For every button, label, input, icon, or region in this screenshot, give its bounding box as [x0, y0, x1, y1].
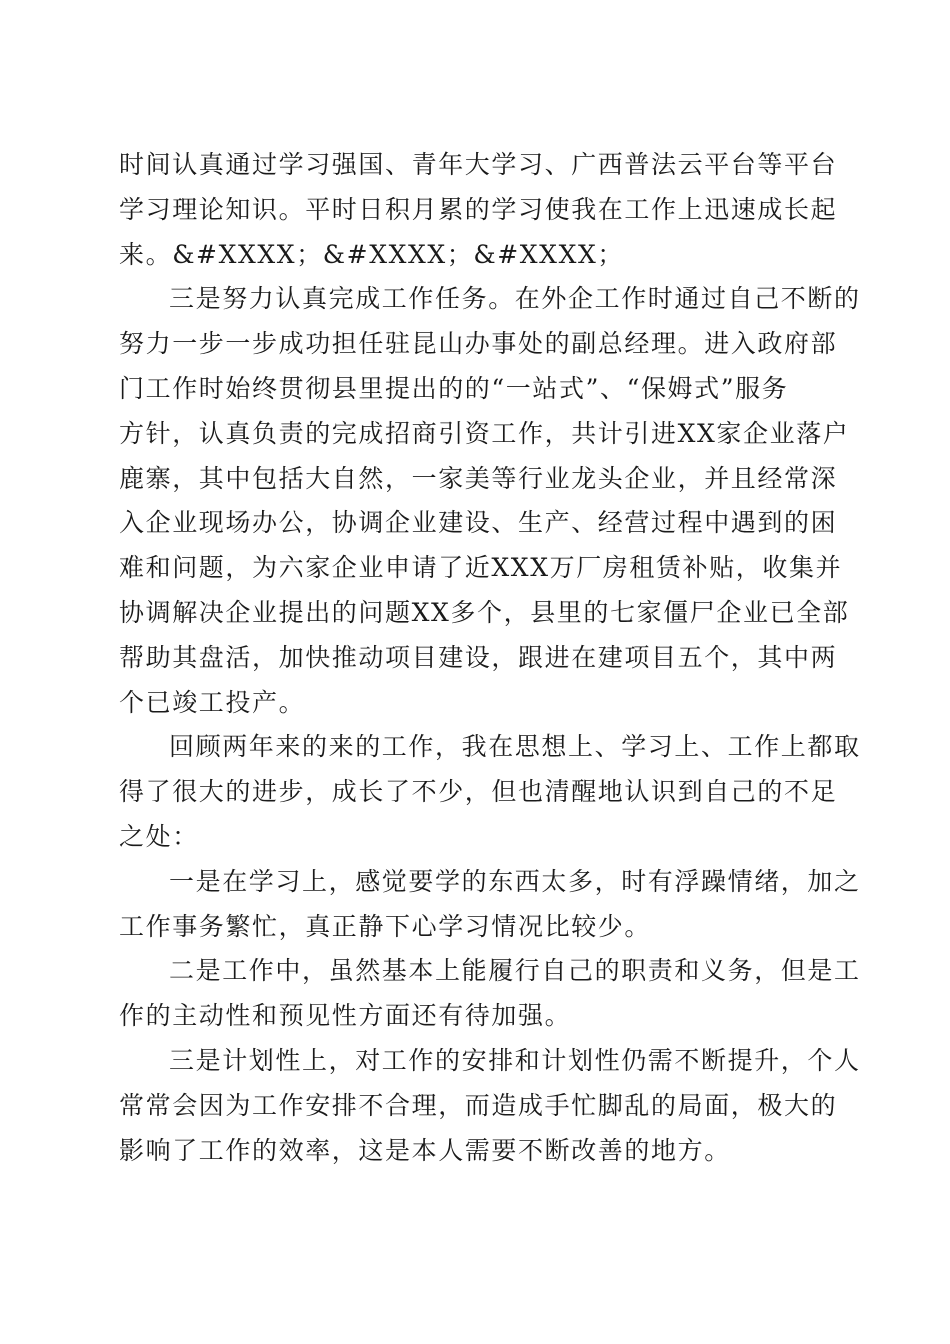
document-body	[119, 143, 861, 1173]
text-line: 二是工作中，虽然基本上能履行自己的职责和义务，但是工	[169, 956, 861, 986]
text-line: 之处：	[119, 821, 199, 851]
text-line: 协调解决企业提出的问题XX多个，县里的七家僵尸企业已全部	[119, 597, 850, 627]
paragraph-4	[119, 860, 861, 950]
text-line: 个已竣工投产。	[119, 687, 306, 717]
text-line: 来。&#XXXX；&#XXXX；&#XXXX；	[119, 239, 624, 269]
text-line: 难和问题，为六家企业申请了近XXX万厂房租赁补贴，收集并	[119, 553, 843, 583]
text-line: 努力一步一步成功担任驻昆山办事处的副总经理。进入政府部	[119, 329, 838, 359]
text-line: 门工作时始终贯彻县里提出的的“一站式”、“保姆式”服务	[119, 373, 789, 403]
paragraph-1	[119, 143, 838, 277]
paragraph-5	[119, 949, 861, 1039]
paragraph-3	[119, 725, 861, 859]
paragraph-2	[119, 277, 861, 725]
text-line: 三是努力认真完成工作任务。在外企工作时通过自己不断的	[169, 284, 861, 314]
text-line: 工作事务繁忙，真正静下心学习情况比较少。	[119, 911, 652, 941]
text-line: 帮助其盘活，加快推动项目建设，跟进在建项目五个，其中两	[119, 642, 838, 672]
text-line: 得了很大的进步，成长了不少，但也清醒地认识到自己的不足	[119, 777, 838, 807]
text-line: 鹿寨，其中包括大自然，一家美等行业龙头企业，并且经常深	[119, 463, 838, 493]
text-line: 方针，认真负责的完成招商引资工作，共计引进XX家企业落户	[119, 418, 850, 448]
paragraph-6	[119, 1039, 861, 1173]
text-line: 学习理论知识。平时日积月累的学习使我在工作上迅速成长起	[119, 194, 838, 224]
text-line: 时间认真通过学习强国、青年大学习、广西普法云平台等平台	[119, 150, 838, 179]
text-line: 入企业现场办公，协调企业建设、生产、经营过程中遇到的困	[119, 508, 838, 538]
text-line: 一是在学习上，感觉要学的东西太多，时有浮躁情绪，加之	[169, 866, 861, 896]
text-line: 影响了工作的效率，这是本人需要不断改善的地方。	[119, 1135, 731, 1165]
text-line: 常常会因为工作安排不合理，而造成手忙脚乱的局面，极大的	[119, 1090, 838, 1120]
text-line: 回顾两年来的来的工作，我在思想上、学习上、工作上都取	[169, 732, 861, 762]
text-line: 三是计划性上，对工作的安排和计划性仍需不断提升，个人	[169, 1045, 861, 1075]
text-line: 作的主动性和预见性方面还有待加强。	[119, 1001, 572, 1031]
